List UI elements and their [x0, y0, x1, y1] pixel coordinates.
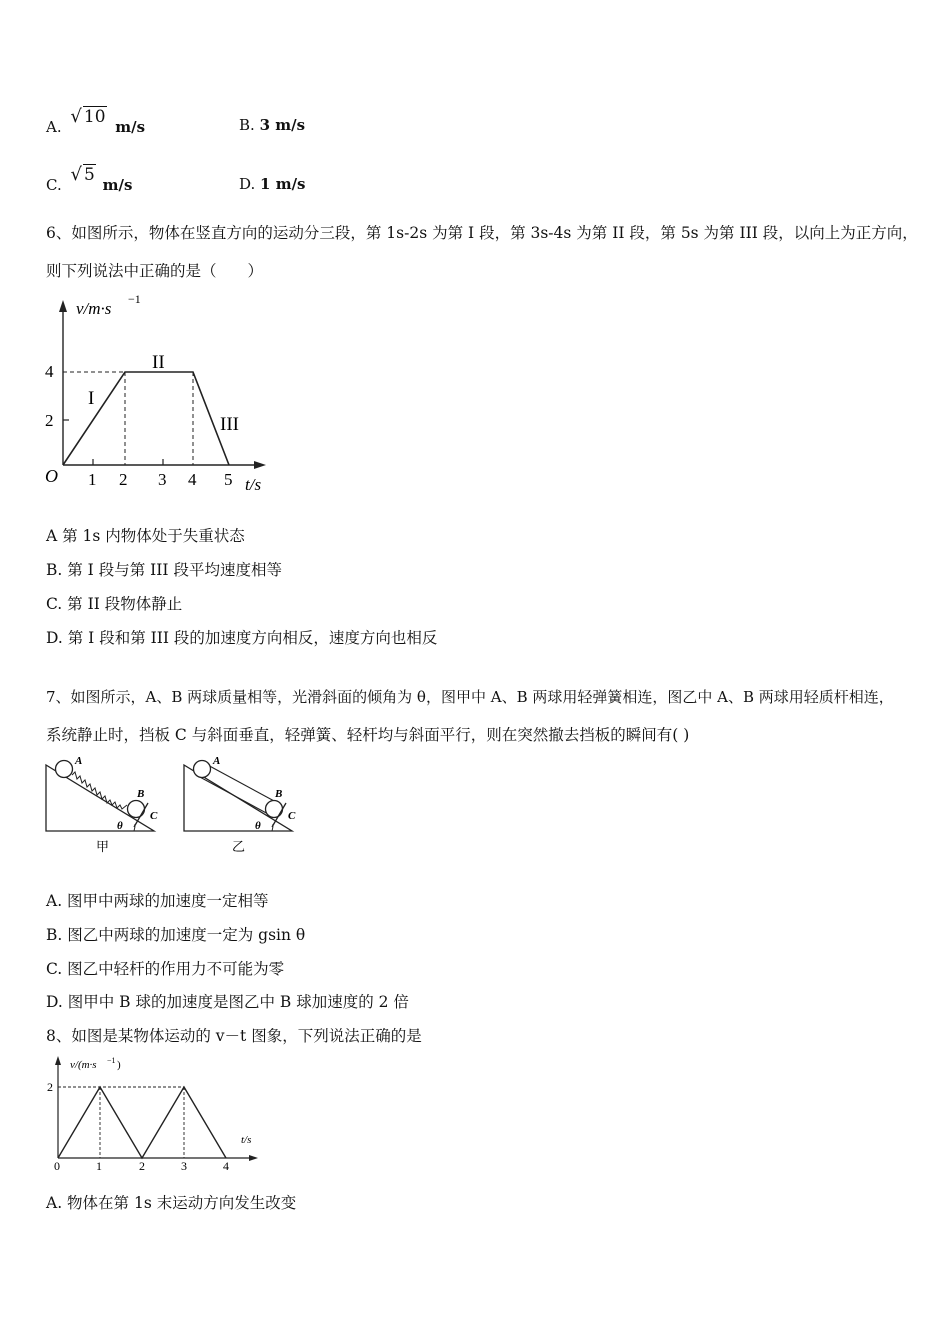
q7-yi-ball-a	[194, 761, 211, 778]
q8-y-axis-label: v/(m·s	[70, 1059, 97, 1071]
q5-option-a-unit: m/s	[115, 118, 146, 136]
q8-x-tick-0: 0	[54, 1159, 60, 1173]
q7-jia-ball-a	[56, 761, 73, 778]
q7-yi-label-theta: θ	[255, 820, 261, 832]
q6-x-tick-5: 5	[224, 470, 233, 489]
q8-option-a: A. 物体在第 1s 末运动方向发生改变	[46, 1194, 297, 1212]
q5-option-a	[46, 106, 145, 142]
q6-segment-iii-label: III	[220, 414, 239, 435]
q7-jia-ball-b	[128, 801, 145, 818]
q5-option-c-radicand: 5	[83, 165, 95, 185]
q5-option-b-text: 3 m/s	[259, 116, 306, 134]
q6-option-b: B. 第 I 段与第 III 段平均速度相等	[46, 561, 282, 579]
q8-y-axis-close: )	[117, 1059, 121, 1071]
q6-option-d: D. 第 I 段和第 III 段的加速度方向相反，速度方向也相反	[46, 629, 438, 647]
q7-option-a: A. 图甲中两球的加速度一定相等	[46, 892, 269, 910]
q7-jia-label-b: B	[137, 788, 145, 800]
q5-option-b-label: B.	[239, 116, 255, 134]
q6-segment-ii-label: II	[152, 352, 165, 373]
q8-velocity-line	[58, 1087, 226, 1158]
q7-yi-rod-bottom	[198, 776, 270, 815]
q7-yi-ball-b	[266, 801, 283, 818]
q6-y-axis-exp: −1	[128, 292, 141, 306]
q5-option-c	[46, 164, 132, 200]
q8-y-axis-exp: −1	[107, 1056, 116, 1065]
q8-x-axis-arrow	[249, 1155, 258, 1161]
q7-option-b: B. 图乙中两球的加速度一定为 gsin θ	[46, 926, 306, 944]
q6-y-axis-arrow	[59, 300, 67, 312]
q8-x-tick-1: 1	[96, 1159, 102, 1173]
q7-jia-spring	[72, 772, 127, 809]
q7-jia-label-theta: θ	[117, 820, 123, 832]
q5-option-a-sqrt: √ 10	[70, 106, 106, 127]
q6-x-tick-1: 1	[88, 470, 97, 489]
q6-vt-graph	[40, 290, 280, 500]
q5-option-a-radicand: 10	[83, 107, 106, 127]
q7-figure-jia	[42, 755, 172, 860]
q7-yi-label-b: B	[275, 788, 283, 800]
q6-x-axis-label: t/s	[245, 475, 262, 494]
q6-stem-line2: 则下列说法中正确的是（ ）	[46, 262, 264, 280]
q5-option-b	[239, 116, 305, 134]
q7-option-d: D. 图甲中 B 球的加速度是图乙中 B 球加速度的 2 倍	[46, 993, 409, 1011]
q6-segment-i-label: I	[88, 388, 95, 409]
q5-option-c-label: C.	[46, 176, 62, 194]
q7-yi-caption: 乙	[232, 839, 246, 854]
q7-yi-label-a: A	[213, 755, 221, 767]
q8-x-tick-2: 2	[139, 1159, 145, 1173]
q6-y-axis-label: v/m·s	[76, 299, 112, 318]
q7-yi-label-c: C	[288, 810, 296, 822]
q6-x-tick-3: 3	[158, 470, 167, 489]
q6-y-tick-4: 4	[45, 362, 54, 381]
q5-option-d	[239, 175, 306, 193]
q8-x-tick-4: 4	[223, 1159, 229, 1173]
q7-yi-rod-top	[204, 763, 276, 802]
q8-vt-graph	[40, 1052, 270, 1177]
q7-option-c: C. 图乙中轻杆的作用力不可能为零	[46, 960, 285, 978]
q5-option-a-label: A.	[46, 118, 62, 136]
q8-x-tick-3: 3	[181, 1159, 187, 1173]
q7-figure-yi	[180, 755, 310, 860]
q6-origin-label: O	[45, 466, 58, 486]
q5-option-d-text: 1 m/s	[260, 175, 306, 193]
q5-option-c-unit: m/s	[102, 176, 133, 194]
q7-jia-caption: 甲	[96, 839, 110, 854]
q6-x-axis-arrow	[254, 461, 266, 469]
q6-x-tick-4: 4	[188, 470, 197, 489]
q6-x-tick-2: 2	[119, 470, 128, 489]
q7-jia-label-a: A	[75, 755, 83, 767]
q6-y-tick-2: 2	[45, 411, 54, 430]
q7-stem-line2: 系统静止时，挡板 C 与斜面垂直，轻弹簧、轻杆均与斜面平行，则在突然撤去挡板的瞬间有( )	[46, 726, 690, 744]
q6-option-a: A 第 1s 内物体处于失重状态	[46, 527, 245, 545]
q8-x-axis-label: t/s	[241, 1134, 252, 1146]
q5-option-d-label: D.	[239, 175, 256, 193]
q6-velocity-line	[63, 372, 229, 465]
q8-y-axis-arrow	[55, 1056, 61, 1065]
q6-option-c: C. 第 II 段物体静止	[46, 595, 183, 613]
q7-stem-line1: 7、如图所示，A、B 两球质量相等，光滑斜面的倾角为 θ，图甲中 A、B 两球用轻弹簧相连，图乙中 A、B 两球用轻质杆相连，	[46, 688, 894, 706]
q6-stem-line1: 6、如图所示，物体在竖直方向的运动分三段，第 1s-2s 为第 I 段，第 3s-4s 为第 II 段，第 5s 为第 III 段，以向上为正方向，	[46, 224, 918, 242]
q8-stem: 8、如图是某物体运动的 v－t 图象，下列说法正确的是	[46, 1027, 422, 1045]
q8-y-tick-2: 2	[47, 1080, 53, 1094]
q5-option-c-sqrt: √ 5	[70, 164, 95, 185]
q7-jia-label-c: C	[150, 810, 158, 822]
